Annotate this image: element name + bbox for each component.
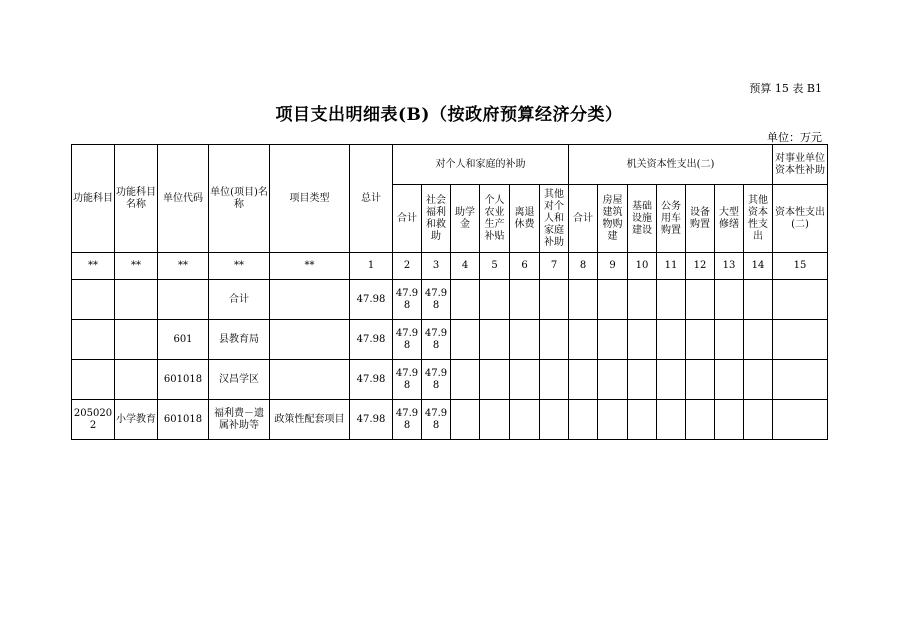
cell-empty [657,360,686,400]
table-row [72,400,828,440]
header-g2-house: 房屋建筑物购建 [598,185,628,253]
index-cell: ** [209,253,270,280]
cell-unit-code: 601018 [158,360,209,400]
header-unit-code: 单位代码 [158,145,209,253]
cell-unit-name: 合计 [209,280,270,320]
index-cell: 4 [451,253,480,280]
cell-func-name [115,320,158,360]
cell-empty [540,400,569,440]
cell-func-code [72,320,115,360]
header-total: 总计 [350,145,393,253]
cell-empty [480,400,510,440]
index-cell: 1 [350,253,393,280]
header-project-type: 项目类型 [270,145,350,253]
cell-empty [773,280,828,320]
cell-empty [451,400,480,440]
cell-project-type: 政策性配套项目 [270,400,350,440]
cell-func-name [115,360,158,400]
cell-func-code [72,360,115,400]
table-row [72,360,828,400]
index-cell: 9 [598,253,628,280]
cell-g1-welfare: 47.98 [422,320,451,360]
index-cell: ** [72,253,115,280]
header-g1-retire: 离退休费 [510,185,540,253]
cell-func-name: 小学教育 [115,400,158,440]
index-cell: ** [115,253,158,280]
cell-empty [773,360,828,400]
project-expense-table [71,144,828,440]
header-group-personal-subsidy: 对个人和家庭的补助 [393,145,569,185]
index-cell: 8 [569,253,598,280]
page-title: 项目支出明细表(B)（按政府预算经济分类） [275,105,623,125]
cell-empty [657,280,686,320]
form-number: 预算 15 表 B1 [749,82,822,95]
cell-empty [598,360,628,400]
cell-empty [510,360,540,400]
cell-g1-sum: 47.98 [393,400,422,440]
cell-func-code [72,280,115,320]
cell-empty [657,320,686,360]
cell-empty [480,360,510,400]
index-cell: 7 [540,253,569,280]
header-group-institution-capital: 对事业单位资本性补助 [773,145,828,185]
cell-empty [598,400,628,440]
index-cell: ** [158,253,209,280]
cell-empty [569,280,598,320]
table-row [72,320,828,360]
index-cell: 13 [715,253,744,280]
cell-empty [773,400,828,440]
cell-unit-name: 汉昌学区 [209,360,270,400]
cell-func-name [115,280,158,320]
cell-empty [569,400,598,440]
index-cell: 6 [510,253,540,280]
cell-empty [451,320,480,360]
cell-total: 47.98 [350,280,393,320]
unit-label: 单位：万元 [767,131,822,144]
cell-empty [628,320,657,360]
cell-empty [686,400,715,440]
header-unit-name: 单位(项目)名称 [209,145,270,253]
cell-empty [598,320,628,360]
cell-empty [540,360,569,400]
cell-g1-sum: 47.98 [393,320,422,360]
cell-empty [715,400,744,440]
cell-g1-sum: 47.98 [393,360,422,400]
index-cell: 5 [480,253,510,280]
cell-project-type [270,320,350,360]
cell-empty [744,400,773,440]
cell-empty [480,320,510,360]
cell-unit-code [158,280,209,320]
cell-unit-name: 福利费－遗属补助等 [209,400,270,440]
index-cell: 10 [628,253,657,280]
header-g1-grant: 助学金 [451,185,480,253]
cell-empty [686,280,715,320]
cell-project-type [270,360,350,400]
cell-empty [773,320,828,360]
cell-unit-name: 县教育局 [209,320,270,360]
header-g2-car: 公务用车购置 [657,185,686,253]
header-g2-repair: 大型修缮 [715,185,744,253]
cell-empty [480,280,510,320]
cell-empty [598,280,628,320]
index-cell: 11 [657,253,686,280]
cell-empty [744,320,773,360]
cell-func-code: 2050202 [72,400,115,440]
cell-g1-welfare: 47.98 [422,360,451,400]
header-g1-welfare: 社会福利和救助 [422,185,451,253]
cell-g1-welfare: 47.98 [422,400,451,440]
cell-empty [510,280,540,320]
cell-empty [686,320,715,360]
cell-total: 47.98 [350,320,393,360]
cell-empty [540,280,569,320]
cell-empty [451,280,480,320]
cell-empty [628,280,657,320]
header-g2-equip: 设备购置 [686,185,715,253]
header-g2-sum: 合计 [569,185,598,253]
cell-total: 47.98 [350,360,393,400]
header-g2-infra: 基础设施建设 [628,185,657,253]
header-g1-sum: 合计 [393,185,422,253]
header-func-name: 功能科目名称 [115,145,158,253]
cell-g1-sum: 47.98 [393,280,422,320]
cell-empty [569,320,598,360]
index-cell: ** [270,253,350,280]
cell-unit-code: 601 [158,320,209,360]
header-g2-other: 其他资本性支出 [744,185,773,253]
cell-empty [451,360,480,400]
cell-empty [510,320,540,360]
table-row [72,280,828,320]
header-g1-farm: 个人农业生产补贴 [480,185,510,253]
cell-empty [510,400,540,440]
header-g3-capital: 资本性支出(二) [773,185,828,253]
cell-empty [744,280,773,320]
cell-total: 47.98 [350,400,393,440]
index-cell: 15 [773,253,828,280]
cell-empty [686,360,715,400]
cell-empty [657,400,686,440]
header-g1-other: 其他对个人和家庭补助 [540,185,569,253]
cell-g1-welfare: 47.98 [422,280,451,320]
cell-empty [715,320,744,360]
cell-empty [540,320,569,360]
cell-empty [628,400,657,440]
header-group-capital-expense: 机关资本性支出(二) [569,145,773,185]
cell-empty [628,360,657,400]
cell-unit-code: 601018 [158,400,209,440]
cell-empty [569,360,598,400]
index-cell: 3 [422,253,451,280]
index-row [72,253,828,280]
cell-project-type [270,280,350,320]
index-cell: 14 [744,253,773,280]
cell-empty [715,360,744,400]
cell-empty [744,360,773,400]
index-cell: 12 [686,253,715,280]
cell-empty [715,280,744,320]
index-cell: 2 [393,253,422,280]
header-func-code: 功能科目 [72,145,115,253]
